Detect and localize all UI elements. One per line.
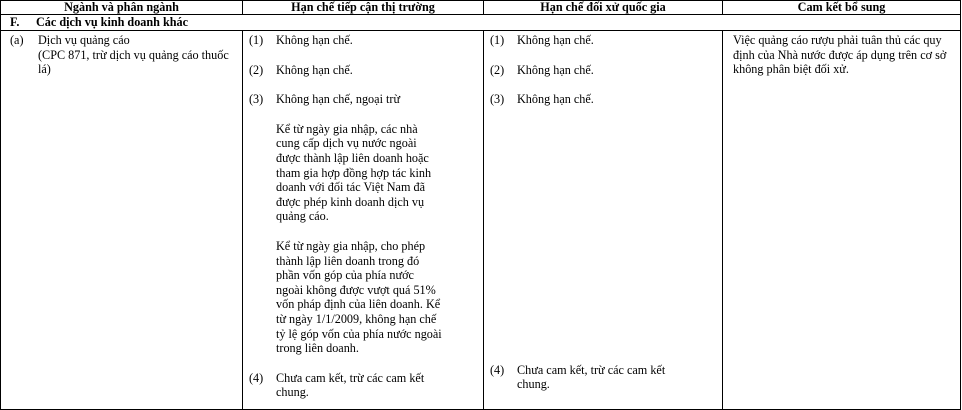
national-treatment-cell <box>484 31 723 410</box>
nt-mode-2-text: Không hạn chế. <box>517 62 594 77</box>
market-access-cell <box>243 31 484 410</box>
nt-mode-3-text: Không hạn chế. <box>517 92 594 107</box>
nt-mode-4-text: Chưa cam kết, trừ các cam kết chung. <box>517 362 666 392</box>
sector-cell <box>1 31 243 410</box>
ma-mode-3-paragraph-1: Kể từ ngày gia nhập, các nhà cung cấp dịch vụ nước ngoài được thành lập liên doanh hoặc tham gia hợp đồng hợp tác kinh doanh với đối tác Việt Nam đã được phép kinh doanh dịch vụ quảng cáo. <box>276 121 432 224</box>
nt-mode-3-num: (3) <box>490 92 505 107</box>
section-letter: F. <box>10 15 20 29</box>
header-national-treatment: Hạn chế đối xử quốc gia <box>484 1 723 15</box>
additional-note: Việc quảng cáo rượu phải tuân thủ các quy định của Nhà nước được áp dụng trên cơ sở không phân biệt đối xử. <box>733 33 947 77</box>
additional-cell <box>723 31 961 410</box>
ma-mode-2 <box>243 63 483 78</box>
nt-mode-4-num: (4) <box>490 362 505 377</box>
nt-mode-3 <box>484 92 722 107</box>
header-market-access: Hạn chế tiếp cận thị trường <box>243 1 484 15</box>
ma-mode-4 <box>243 371 483 400</box>
nt-mode-1 <box>484 31 722 48</box>
sector-letter: (a) <box>10 33 24 47</box>
nt-mode-1-text: Không hạn chế. <box>517 33 594 47</box>
ma-mode-1-text: Không hạn chế. <box>276 33 353 47</box>
nt-mode-2 <box>484 63 722 78</box>
ma-mode-3-paragraph-2: Kể từ ngày gia nhập, cho phép thành lập liên doanh trong đó phần vốn góp của phía nước ngoài không được vượt quá 51% vốn pháp định của liên doanh. Kể từ ngày 1/1/2009, không hạn chế tỷ lệ góp vốn của phía nước ngoài trong liên doanh. <box>276 238 442 356</box>
ma-mode-2-text: Không hạn chế. <box>276 62 353 77</box>
header-sector: Ngành và phân ngành <box>1 1 243 15</box>
ma-mode-1 <box>243 31 483 48</box>
ma-mode-3-text: Không hạn chế, ngoại trừ <box>276 92 401 107</box>
header-additional: Cam kết bổ sung <box>723 1 961 15</box>
section-row <box>1 15 961 31</box>
ma-mode-3-num: (3) <box>249 92 264 107</box>
nt-mode-1-num: (1) <box>490 33 505 47</box>
sector-name: Dịch vụ quảng cáo <box>38 33 130 47</box>
sector-cpc: (CPC 871, trừ dịch vụ quảng cáo thuốc lá) <box>38 47 229 77</box>
body-row <box>1 31 961 410</box>
nt-mode-2-num: (2) <box>490 62 505 77</box>
ma-mode-3 <box>243 92 483 107</box>
ma-mode-2-num: (2) <box>249 62 264 77</box>
ma-mode-4-num: (4) <box>249 370 264 385</box>
section-title: Các dịch vụ kinh doanh khác <box>36 15 189 29</box>
ma-mode-4-text: Chưa cam kết, trừ các cam kết chung. <box>276 370 425 400</box>
ma-mode-1-num: (1) <box>249 33 264 47</box>
nt-mode-4 <box>484 363 722 392</box>
header-row <box>1 1 961 15</box>
